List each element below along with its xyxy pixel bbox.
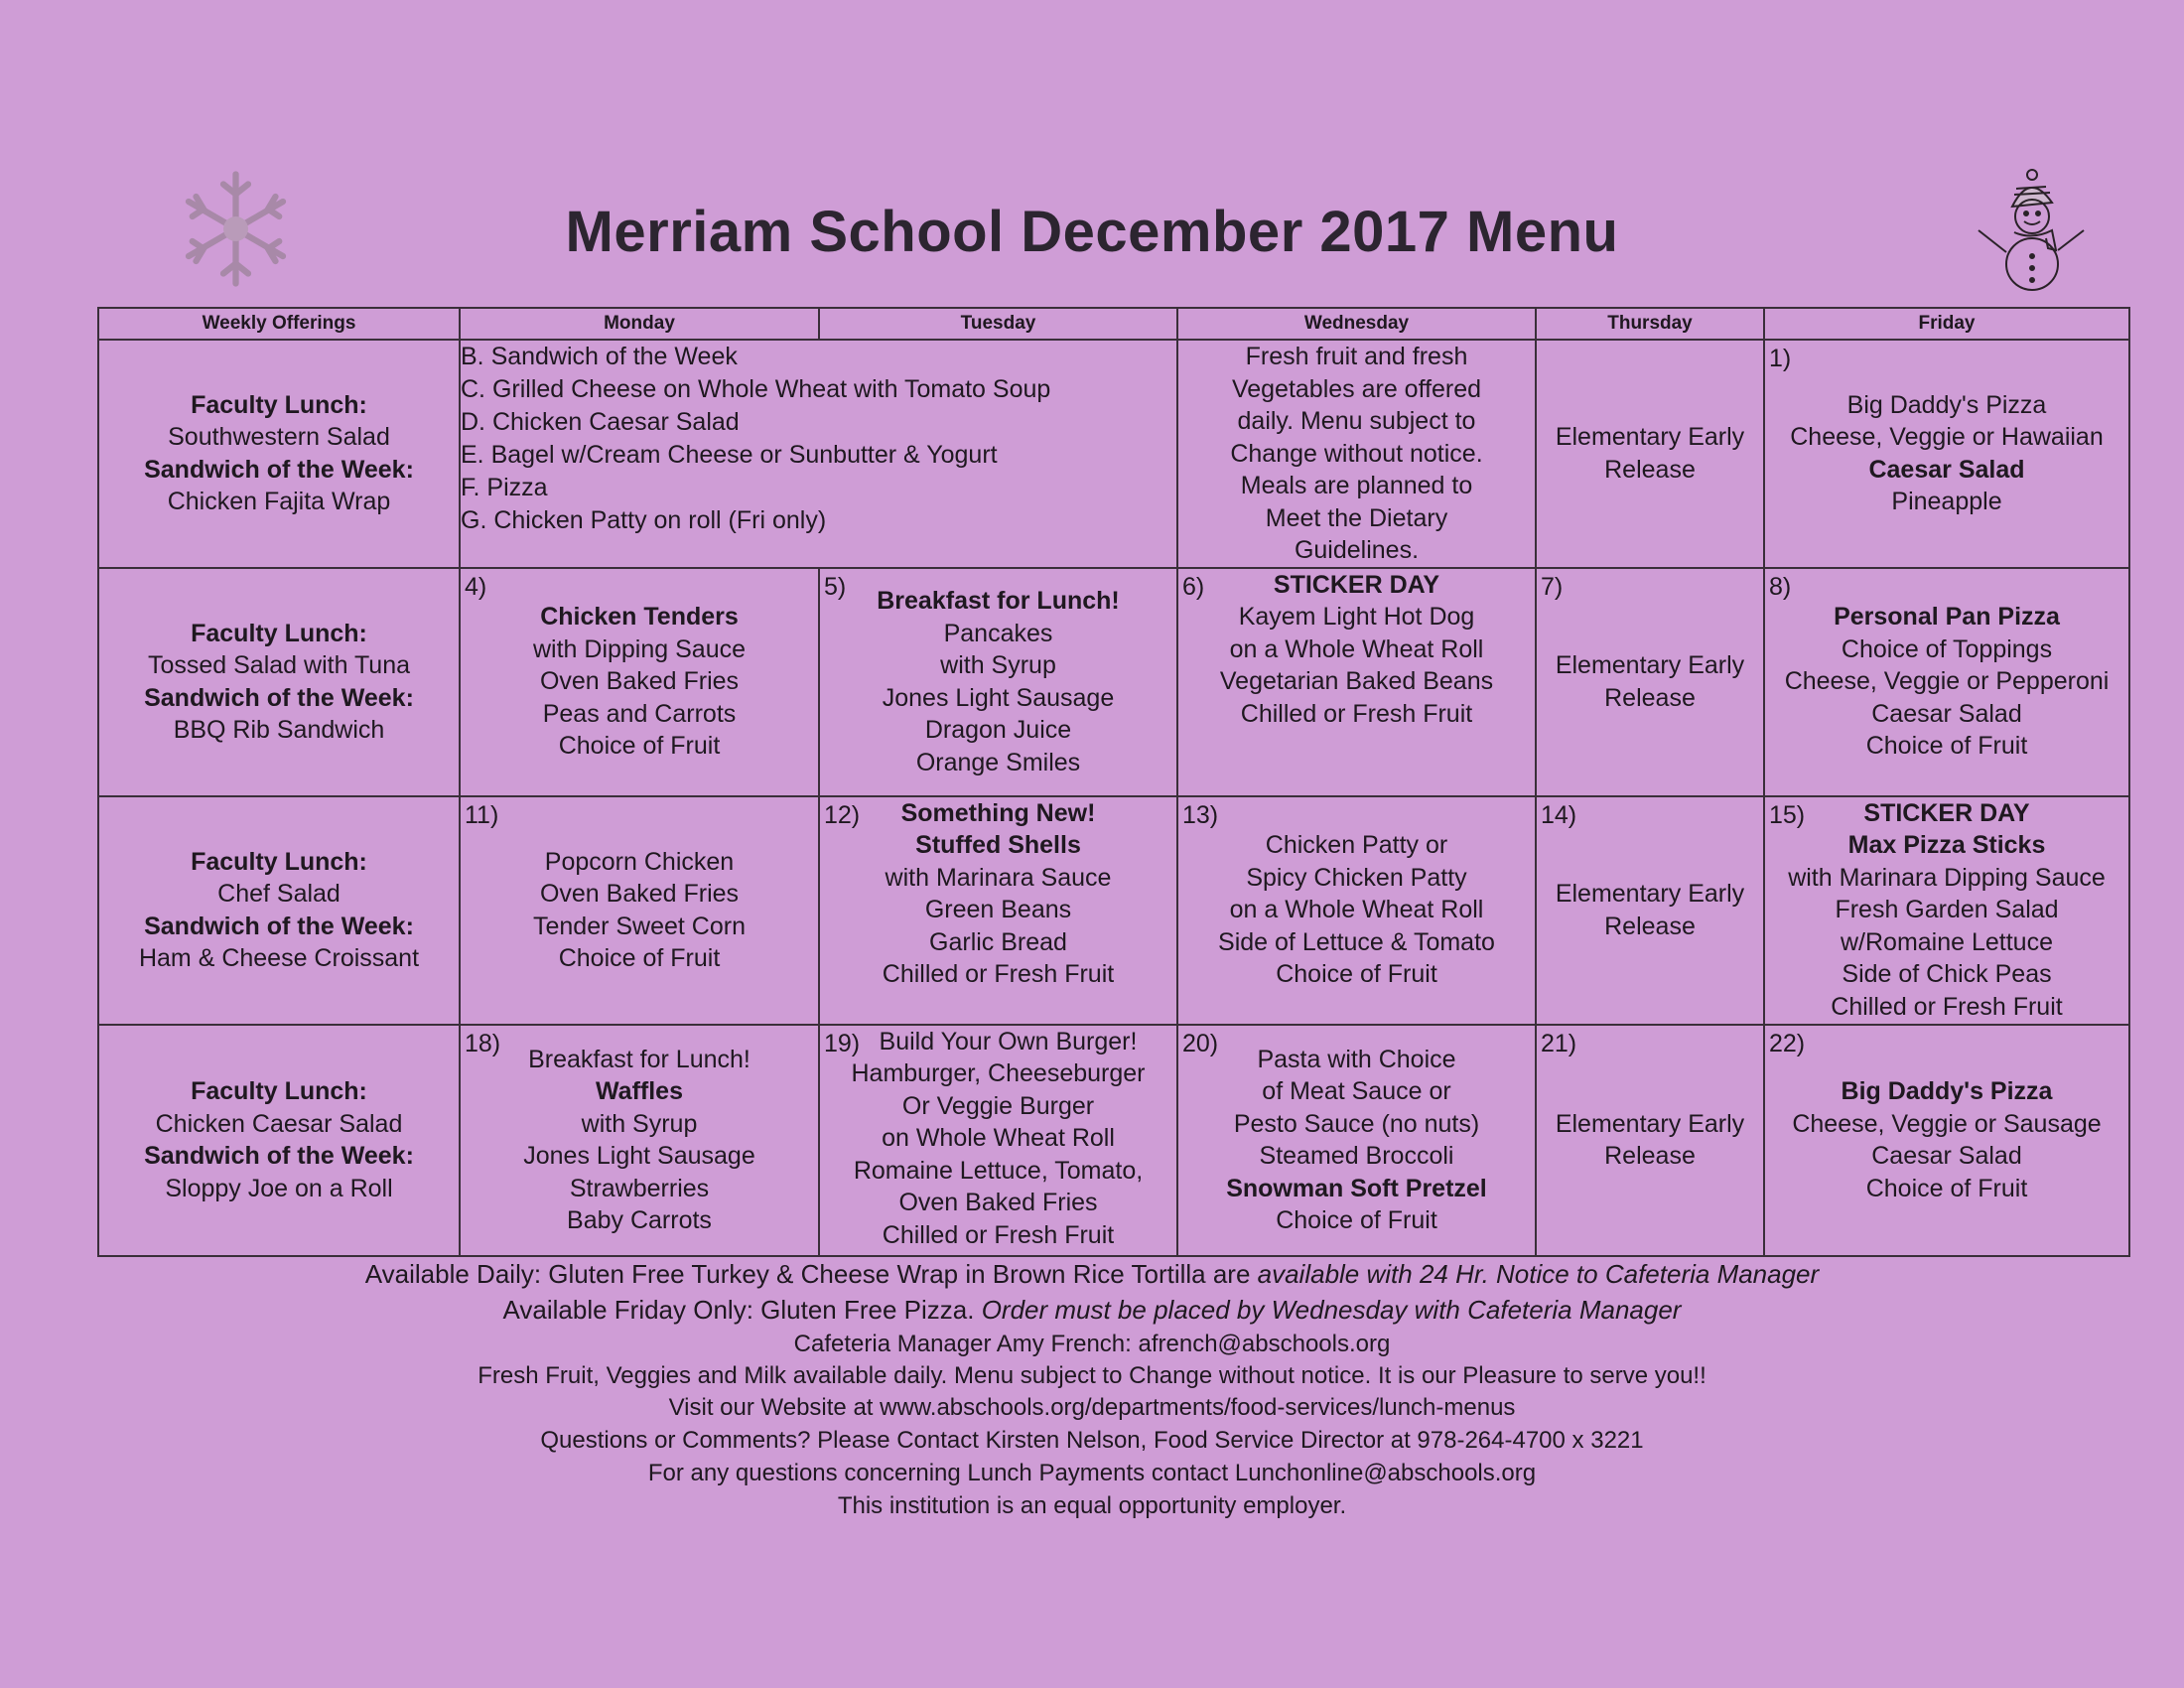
header-monday: Monday (460, 308, 819, 340)
option-item: B. Sandwich of the Week (461, 343, 738, 370)
menu-line: with Syrup (940, 651, 1056, 679)
menu-line: w/Romaine Lettuce (1840, 927, 2053, 956)
sandwich-item: BBQ Rib Sandwich (173, 716, 385, 744)
menu-line: with Marinara Dipping Sauce (1788, 863, 2106, 892)
wednesday-cell (1177, 568, 1536, 796)
sandwich-item: Ham & Cheese Croissant (138, 944, 420, 972)
menu-line: Dragon Juice (924, 716, 1072, 744)
menu-line: Baby Carrots (567, 1206, 712, 1234)
friday-cell (1764, 1025, 2129, 1256)
menu-line: Choice of Toppings (1841, 634, 2053, 663)
faculty-label: Faculty Lunch: (191, 847, 367, 876)
menu-line: Chicken Tenders (540, 603, 739, 632)
menu-table (97, 307, 2130, 1257)
menu-line: Elementary Early (1555, 880, 1745, 908)
menu-line: Snowman Soft Pretzel (1226, 1174, 1487, 1202)
footer-text-italic: Order must be placed by Wednesday with Cafeteria Manager (981, 1295, 1682, 1325)
note-line: Guidelines. (1294, 536, 1420, 564)
weekly-offerings-cell (98, 340, 460, 568)
menu-line: Fresh Garden Salad (1835, 896, 2059, 923)
menu-line: Release (1604, 455, 1696, 484)
wednesday-cell (1177, 796, 1536, 1025)
option-item: G. Chicken Patty on roll (Fri only) (461, 506, 827, 534)
menu-line: Oven Baked Fries (539, 880, 740, 908)
footer-website: Visit our Website at www.abschools.org/departments/food-services/lunch-menus (668, 1394, 1516, 1421)
sandwich-label: Sandwich of the Week: (144, 455, 414, 484)
sticker-day-label: STICKER DAY (1863, 798, 2030, 827)
day-number: 22) (1769, 1029, 1806, 1057)
menu-line: Elementary Early (1555, 423, 1745, 452)
menu-line: Strawberries (569, 1174, 710, 1202)
footer-equal-opportunity: This institution is an equal opportunity employer. (837, 1492, 1347, 1519)
faculty-item: Chef Salad (217, 880, 341, 908)
day-number: 1) (1769, 345, 1792, 372)
sticker-day-label: STICKER DAY (1273, 570, 1440, 599)
menu-line: Choice of Fruit (1865, 1174, 2028, 1202)
menu-line: Chilled or Fresh Fruit (882, 960, 1115, 988)
tuesday-cell (819, 568, 1177, 796)
menu-line: Elementary Early (1555, 1109, 1745, 1138)
day-number: 5) (824, 572, 847, 601)
week-row (98, 1025, 2129, 1256)
option-item: D. Chicken Caesar Salad (461, 408, 740, 436)
footer-cafeteria-manager: Cafeteria Manager Amy French: afrench@abschools.org (793, 1331, 1391, 1357)
day-number: 6) (1182, 572, 1205, 601)
snowman-icon (1961, 169, 2100, 298)
faculty-item: Tossed Salad with Tuna (147, 651, 411, 679)
faculty-label: Faculty Lunch: (191, 390, 367, 419)
header-weekly-offerings: Weekly Offerings (98, 308, 460, 340)
menu-line: Cheese, Veggie or Sausage (1792, 1109, 2102, 1138)
menu-line: Chilled or Fresh Fruit (1240, 699, 1473, 728)
sandwich-label: Sandwich of the Week: (144, 683, 414, 712)
something-new-label: Something New! (900, 798, 1096, 827)
menu-line: Pasta with Choice (1257, 1045, 1456, 1073)
day-number: 21) (1541, 1029, 1577, 1057)
week-row (98, 568, 2129, 796)
menu-line: Release (1604, 912, 1696, 940)
day-number: 14) (1541, 800, 1577, 829)
menu-line: Spicy Chicken Patty (1246, 863, 1467, 892)
day-number: 18) (465, 1029, 501, 1057)
weekly-offerings-cell (98, 568, 460, 796)
menu-line: on a Whole Wheat Roll (1229, 896, 1484, 924)
menu-line: Release (1604, 683, 1696, 712)
option-item: E. Bagel w/Cream Cheese or Sunbutter & Yogurt (461, 441, 998, 469)
menu-line: Peas and Carrots (542, 699, 737, 728)
wednesday-cell (1177, 1025, 1536, 1256)
header-wednesday: Wednesday (1177, 308, 1536, 340)
monday-cell (460, 568, 819, 796)
faculty-label: Faculty Lunch: (191, 619, 367, 647)
menu-line: Breakfast for Lunch! (877, 587, 1120, 615)
menu-line: Release (1604, 1142, 1696, 1170)
footer-text: Available Daily: Gluten Free Turkey & Cheese Wrap in Brown Rice Tortilla are (364, 1259, 1258, 1289)
note-line: daily. Menu subject to (1237, 407, 1476, 435)
note-line: Vegetables are offered (1231, 374, 1482, 403)
daily-options-cell (460, 340, 1177, 568)
menu-line: Pancakes (943, 619, 1053, 647)
burger-heading: Build Your Own Burger! (879, 1027, 1138, 1055)
tuesday-cell (819, 796, 1177, 1025)
menu-line: Waffles (596, 1077, 683, 1105)
monday-cell (460, 1025, 819, 1256)
friday-cell (1764, 340, 2129, 568)
day-number: 15) (1769, 800, 1806, 829)
header-row (98, 308, 2129, 340)
menu-line: Kayem Light Hot Dog (1238, 603, 1475, 631)
menu-line: Romaine Lettuce, Tomato, (853, 1156, 1144, 1185)
menu-line: Big Daddy's Pizza (1846, 390, 2047, 419)
day-number: 19) (824, 1029, 861, 1057)
menu-line: on Whole Wheat Roll (882, 1124, 1115, 1152)
menu-line: Chilled or Fresh Fruit (1831, 992, 2063, 1021)
menu-line: Cheese, Veggie or Hawaiian (1790, 423, 2104, 452)
menu-line: Garlic Bread (929, 927, 1067, 956)
menu-line: Elementary Early (1555, 651, 1745, 679)
option-item: C. Grilled Cheese on Whole Wheat with Tomato Soup (461, 375, 1051, 403)
menu-line: Popcorn Chicken (544, 847, 735, 876)
friday-cell (1764, 568, 2129, 796)
thursday-cell (1536, 1025, 1764, 1256)
menu-line: Choice of Fruit (1865, 732, 2028, 761)
week-row (98, 340, 2129, 568)
menu-line: Chicken Patty or (1265, 831, 1448, 860)
menu-line: of Meat Sauce or (1262, 1077, 1451, 1105)
sandwich-item: Sloppy Joe on a Roll (165, 1174, 393, 1202)
menu-line: Orange Smiles (915, 748, 1081, 776)
faculty-label: Faculty Lunch: (191, 1077, 367, 1105)
menu-line: Caesar Salad (1868, 455, 2025, 484)
menu-line: Vegetarian Baked Beans (1219, 667, 1494, 695)
menu-line: Stuffed Shells (915, 831, 1081, 859)
menu-line: Tender Sweet Corn (532, 912, 746, 940)
week-row (98, 796, 2129, 1025)
header-thursday: Thursday (1536, 308, 1764, 340)
header-tuesday: Tuesday (819, 308, 1177, 340)
menu-line: Choice of Fruit (558, 732, 721, 761)
footer-notice: Fresh Fruit, Veggies and Milk available daily. Menu subject to Change without notice. It is our Pleasure to serve you!! (478, 1362, 1706, 1389)
menu-line: Or Veggie Burger (901, 1091, 1095, 1120)
menu-line: Chilled or Fresh Fruit (882, 1220, 1115, 1249)
menu-line: Oven Baked Fries (539, 667, 740, 696)
menu-line: with Marinara Sauce (885, 863, 1112, 892)
faculty-item: Chicken Caesar Salad (155, 1109, 403, 1138)
note-line: Fresh fruit and fresh (1245, 343, 1468, 370)
header-friday: Friday (1764, 308, 2129, 340)
footer-contact: Questions or Comments? Please Contact Kirsten Nelson, Food Service Director at 978-264-4700 x 3221 (540, 1427, 1644, 1454)
footer-gluten-free-friday (0, 1295, 2184, 1326)
monday-cell (460, 796, 819, 1025)
menu-line: Pineapple (1891, 488, 2002, 516)
menu-line: Hamburger, Cheeseburger (851, 1059, 1146, 1087)
weekly-offerings-cell (98, 1025, 460, 1256)
day-number: 20) (1182, 1029, 1219, 1057)
menu-line: Choice of Fruit (1276, 1206, 1437, 1234)
faculty-item: Southwestern Salad (168, 423, 390, 452)
menu-line: Max Pizza Sticks (1847, 831, 2046, 859)
menu-line: Cheese, Veggie or Pepperoni (1784, 667, 2110, 696)
menu-line: Green Beans (924, 896, 1072, 923)
day-number: 7) (1541, 572, 1564, 601)
menu-line: Caesar Salad (1871, 1142, 2022, 1170)
menu-line: Breakfast for Lunch! (528, 1045, 751, 1073)
friday-cell (1764, 796, 2129, 1025)
day-number: 13) (1182, 800, 1219, 829)
page-title: Merriam School December 2017 Menu (565, 200, 1619, 264)
thursday-cell (1536, 796, 1764, 1025)
menu-line: Choice of Fruit (1276, 960, 1437, 989)
thursday-cell (1536, 568, 1764, 796)
sandwich-item: Chicken Fajita Wrap (167, 488, 391, 516)
menu-line: Pesto Sauce (no nuts) (1233, 1109, 1480, 1138)
sandwich-label: Sandwich of the Week: (144, 912, 414, 940)
day-number: 4) (465, 572, 487, 601)
menu-line: Choice of Fruit (558, 944, 721, 972)
note-line: Meet the Dietary (1265, 503, 1448, 532)
thursday-cell (1536, 340, 1764, 568)
menu-line: Side of Chick Peas (1842, 960, 2052, 988)
menu-line: Steamed Broccoli (1259, 1142, 1454, 1170)
wednesday-note-cell (1177, 340, 1536, 568)
footer-payments: For any questions concerning Lunch Payments contact Lunchonline@abschools.org (647, 1460, 1537, 1486)
note-line: Meals are planned to (1240, 472, 1473, 499)
menu-line: Big Daddy's Pizza (1841, 1077, 2053, 1105)
menu-line: Side of Lettuce & Tomato (1218, 927, 1495, 956)
menu-line: on a Whole Wheat Roll (1229, 634, 1484, 663)
note-line: Change without notice. (1230, 439, 1483, 468)
day-number: 12) (824, 800, 861, 829)
menu-line: Jones Light Sausage (523, 1142, 755, 1170)
sandwich-label: Sandwich of the Week: (144, 1142, 414, 1170)
menu-line: with Dipping Sauce (532, 634, 746, 663)
footer-text-italic: available with 24 Hr. Notice to Cafeteria Manager (1257, 1259, 1820, 1289)
weekly-offerings-cell (98, 796, 460, 1025)
menu-line: Jones Light Sausage (882, 683, 1115, 712)
menu-line: Personal Pan Pizza (1834, 603, 2060, 632)
tuesday-cell (819, 1025, 1177, 1256)
menu-line: Caesar Salad (1871, 699, 2022, 728)
menu-line: Oven Baked Fries (898, 1189, 1098, 1216)
option-item: F. Pizza (461, 474, 548, 501)
day-number: 11) (465, 800, 499, 829)
day-number: 8) (1769, 572, 1792, 601)
footer-gluten-free-daily (0, 1259, 2184, 1290)
menu-line: with Syrup (581, 1109, 698, 1138)
footer-text: Available Friday Only: Gluten Free Pizza. (502, 1295, 982, 1325)
